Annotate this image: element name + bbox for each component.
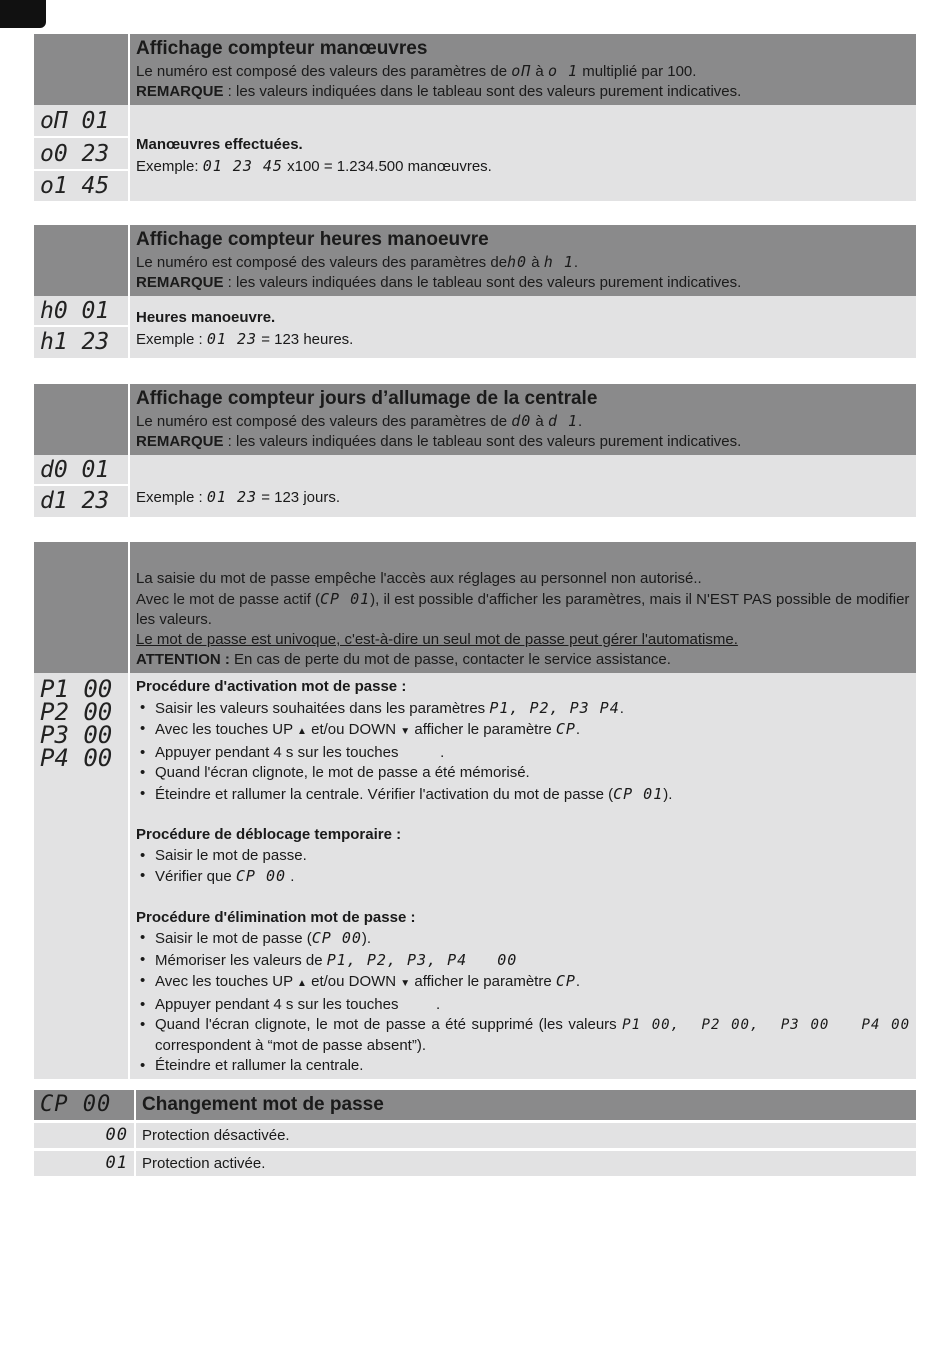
param-code: oП (511, 62, 532, 80)
param-code: CP (555, 720, 576, 738)
section-header (136, 1090, 916, 1120)
description-line (136, 411, 910, 432)
example-code: 01 23 45 (202, 156, 283, 175)
remark-line (136, 273, 910, 293)
display-code: h0 01 (34, 296, 128, 327)
list-item: • Éteindre et rallumer la centrale. (136, 1056, 910, 1077)
text: . (619, 699, 624, 717)
list-item (136, 719, 910, 743)
arrow-down-icon (400, 973, 410, 990)
example-line (136, 487, 910, 509)
display-code: o1 45 (34, 171, 128, 201)
text: ). (663, 785, 673, 803)
text: ), il est possible d'afficher les paramètres, mais il N'EST PAS possible de modifier les valeurs. (136, 591, 910, 628)
underlined-note: Le mot de passe est univoque, c'est-à-dire un seul mot de passe peut gérer l'automatisme. (136, 631, 738, 648)
list-item: • Appuyer pendant 4 s sur les touches . (136, 995, 910, 1016)
list-item (136, 950, 910, 972)
param-code: CP 00 (235, 867, 287, 885)
text: Exemple : (136, 330, 207, 348)
spacer (136, 805, 910, 825)
list-item (136, 1015, 910, 1056)
example-code: 01 23 (206, 329, 258, 348)
section-body (130, 105, 916, 201)
section-title: Changement mot de passe (142, 1094, 384, 1115)
table-row (34, 1148, 916, 1176)
param-code: P1 00, P2 00, P3 00 P4 00 (622, 1017, 910, 1033)
param-code: d 1 (547, 412, 579, 430)
text: . (573, 254, 579, 271)
display-code: CP 00 (40, 1092, 112, 1117)
list-item (136, 866, 910, 888)
remark-text: : les valeurs indiquées dans le tableau sont des valeurs purement indicatives. (223, 83, 742, 100)
display-code: d0 01 (34, 455, 128, 486)
list-item (136, 784, 910, 806)
remark-line (136, 82, 910, 102)
list-item (136, 698, 910, 720)
param-code: CP 01 (319, 590, 371, 608)
value-code-cell (34, 1148, 136, 1176)
procedure-title: Procédure d'activation mot de passe : (136, 678, 407, 695)
text: à (531, 63, 548, 80)
display-code: P2 00 (40, 698, 113, 726)
procedure-title: Procédure d'élimination mot de passe : (136, 908, 416, 926)
param-code: CP (555, 972, 576, 990)
list-item: • Appuyer pendant 4 s sur les touches . (136, 743, 910, 764)
body-title: Manœuvres effectuées. (136, 136, 303, 153)
text: Exemple : (136, 489, 207, 506)
remark-text: : les valeurs indiquées dans le tableau sont des valeurs purement indicatives. (223, 433, 742, 450)
section-title: Affichage compteur heures manoeuvre (136, 229, 489, 250)
remark-label: REMARQUE (136, 433, 224, 450)
param-code: d0 (511, 412, 532, 430)
header-code-cell (34, 225, 130, 296)
list-item: • Saisir le mot de passe. (136, 846, 910, 867)
section-password (34, 542, 916, 1079)
section-title: Affichage compteur manœuvres (136, 38, 428, 59)
display-codes (34, 673, 130, 1079)
text: . (578, 413, 583, 430)
table-row (34, 1120, 916, 1148)
list-item (136, 971, 910, 995)
display-code: o0 23 (34, 138, 128, 171)
text: x100 = 1.234.500 manœuvres. (282, 157, 492, 175)
text: Exemple: (136, 157, 203, 175)
text: = 123 jours. (257, 489, 340, 506)
section-header (130, 225, 916, 296)
value-description: Protection désactivée. (136, 1120, 916, 1148)
list-item (136, 928, 910, 950)
text: ). (361, 930, 372, 947)
text: Éteindre et rallumer la centrale. Vérifier l'activation du mot de passe ( (155, 785, 614, 803)
text: . (575, 973, 581, 990)
text: à (531, 413, 548, 430)
display-code: P3 00 (40, 721, 113, 749)
text: Saisir le mot de passe ( (155, 930, 312, 947)
text: multiplié par 100. (578, 63, 697, 80)
value-code-cell (34, 1120, 136, 1148)
attention-text: En cas de perte du mot de passe, contacter le service assistance. (229, 651, 671, 668)
section-header (130, 384, 916, 455)
section-password-change (34, 1090, 916, 1176)
param-code: CP 01 (613, 784, 664, 803)
procedure-list (136, 846, 910, 888)
arrow-up-icon (297, 973, 307, 990)
section-body (130, 673, 916, 1079)
text: Avec les touches UP (155, 721, 298, 738)
text: Mémoriser les valeurs de (155, 951, 327, 969)
param-code: P1, P2, P3, P4 00 (326, 950, 518, 969)
display-code: P4 00 (40, 744, 113, 772)
spacer (136, 888, 910, 908)
procedure-list (136, 698, 910, 806)
text: correspondent à “mot de passe absent”). (155, 1036, 426, 1054)
text: Le numéro est composé des valeurs des paramètres de (136, 63, 512, 80)
list-item: • Quand l'écran clignote, le mot de passe a été mémorisé. (136, 763, 910, 784)
text: . (286, 868, 295, 885)
description-line (136, 61, 910, 82)
value-code: 01 (105, 1153, 128, 1173)
arrow-down-icon (400, 721, 410, 738)
attention-line (136, 650, 910, 670)
remark-label: REMARQUE (136, 83, 224, 100)
text: afficher le paramètre (410, 721, 556, 738)
section-body (130, 455, 916, 517)
text: Le numéro est composé des valeurs des paramètres de (136, 254, 508, 271)
section-header (130, 34, 916, 105)
arrow-up-icon (297, 721, 307, 738)
procedure-list (136, 928, 910, 1077)
header-code-cell (34, 384, 130, 455)
display-code: oП 01 (34, 105, 128, 138)
param-code: CP 00 (311, 929, 362, 947)
info-line (136, 589, 910, 630)
text: Le numéro est composé des valeurs des paramètres de (136, 413, 512, 430)
param-code: o 1 (547, 62, 579, 80)
example-line (136, 329, 910, 351)
param-code: h 1 (543, 253, 574, 271)
body-title: Heures manoeuvre. (136, 309, 276, 326)
value-code: 00 (105, 1125, 128, 1145)
remark-text: : les valeurs indiquées dans le tableau sont des valeurs purement indicatives. (223, 274, 742, 291)
section-header (130, 542, 916, 673)
remark-line (136, 432, 910, 452)
section-days-counter (34, 384, 916, 517)
value-description: Protection activée. (136, 1148, 916, 1176)
section-body (130, 296, 916, 358)
text: à (527, 254, 544, 271)
example-line (136, 156, 910, 178)
text: Saisir les valeurs souhaitées dans les paramètres (155, 699, 490, 717)
text: Vérifier que (155, 868, 236, 885)
text: = 123 heures. (257, 330, 354, 348)
display-code: d1 23 (34, 486, 128, 517)
header-code-cell (34, 1090, 136, 1120)
text: afficher le paramètre (410, 973, 556, 990)
section-title: Affichage compteur jours d’allumage de la centrale (136, 388, 598, 409)
display-codes (34, 296, 130, 358)
procedure-title: Procédure de déblocage temporaire : (136, 826, 402, 843)
attention-label: ATTENTION : (136, 651, 230, 668)
info-line: La saisie du mot de passe empêche l'accès aux réglages au personnel non autorisé.. (136, 570, 702, 587)
example-code: 01 23 (206, 488, 258, 506)
page-corner-tab (0, 0, 46, 28)
section-manoeuvres-counter (34, 34, 916, 201)
section-hours-counter (34, 225, 916, 358)
text: et/ou DOWN (306, 721, 401, 738)
display-codes (34, 105, 130, 201)
description-line (136, 252, 910, 273)
display-code: h1 23 (34, 327, 128, 358)
header-code-cell (34, 34, 130, 105)
text: Avec le mot de passe actif ( (136, 591, 320, 608)
text: et/ou DOWN (306, 973, 401, 990)
header-code-cell (34, 542, 130, 673)
text: Quand l'écran clignote, le mot de passe a été supprimé (les valeurs (155, 1016, 623, 1033)
param-code: h0 (507, 253, 528, 271)
text: . (575, 721, 581, 738)
text: Avec les touches UP (155, 973, 298, 990)
display-codes (34, 455, 130, 517)
remark-label: REMARQUE (136, 274, 224, 291)
display-code: P1 00 (40, 675, 113, 703)
param-code: P1, P2, P3 P4 (489, 698, 620, 717)
